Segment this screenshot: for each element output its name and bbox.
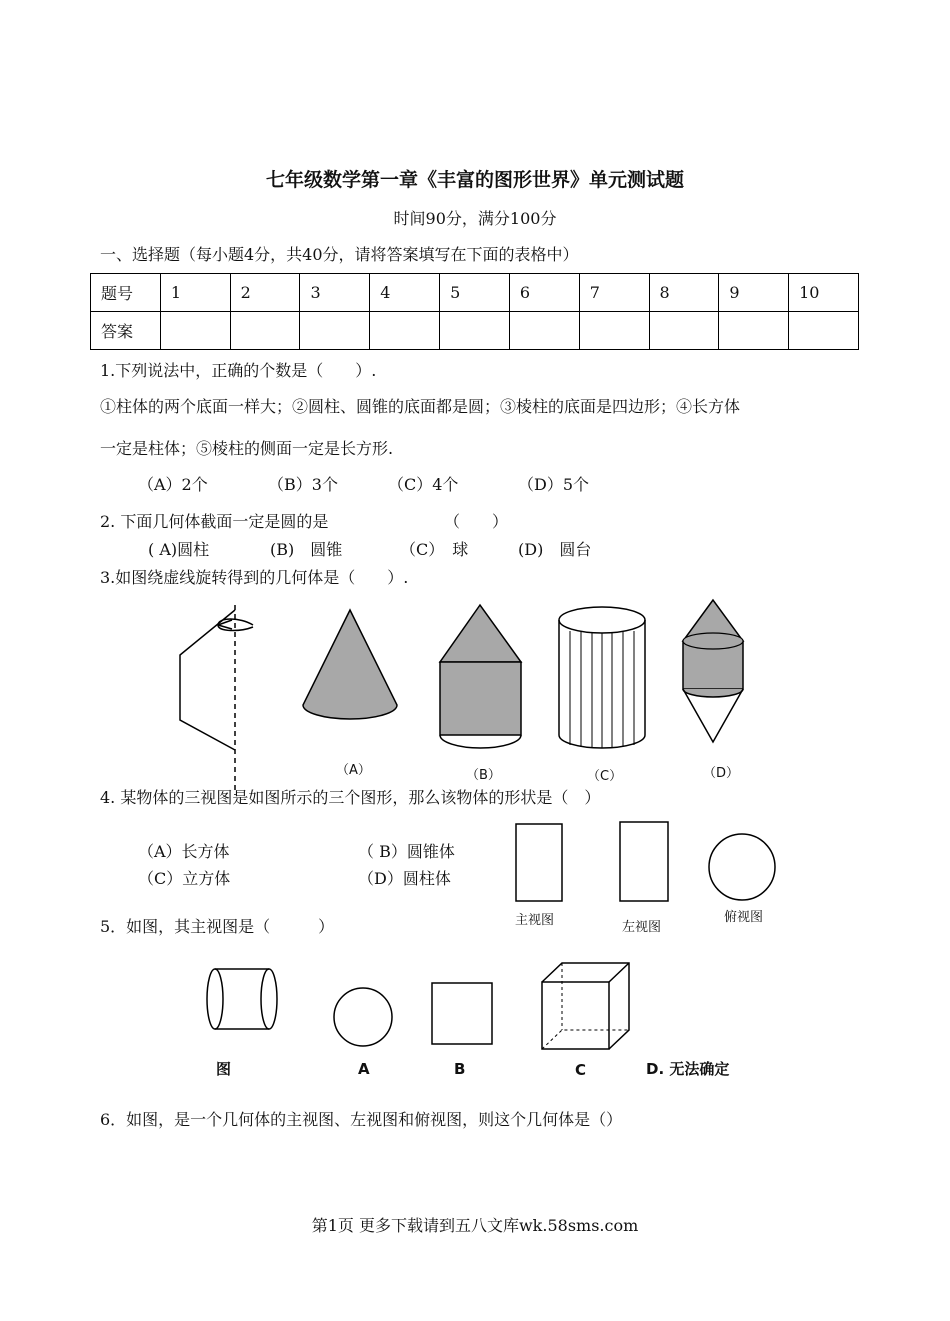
q4-option-d: （D）圆柱体 xyxy=(358,869,451,888)
answer-cell[interactable] xyxy=(440,312,510,350)
q3-figure xyxy=(160,595,770,795)
answer-cell[interactable] xyxy=(579,312,649,350)
q4-option-c: （C）立方体 xyxy=(138,869,231,888)
q5-option-c-cube xyxy=(542,963,629,1049)
view-label-front: 主视图 xyxy=(515,913,555,928)
q5-label-figure: 图 xyxy=(216,1060,232,1078)
answer-cell[interactable] xyxy=(509,312,579,350)
table-cell: 6 xyxy=(509,274,579,312)
q2-option-d: (D) 圆台 xyxy=(518,540,592,559)
page-subtitle: 时间90分，满分100分 xyxy=(393,209,557,228)
q1-option-d: （D）5个 xyxy=(518,475,590,494)
q3-label-c: （C） xyxy=(587,769,623,784)
q5-horizontal-cylinder xyxy=(207,969,277,1029)
answer-cell[interactable] xyxy=(649,312,719,350)
page-footer: 第1页 更多下载请到五八文库wk.58sms.com xyxy=(311,1216,639,1235)
side-view-rect xyxy=(620,822,668,901)
q3-label-d: （D） xyxy=(703,766,740,781)
front-view-rect xyxy=(516,824,562,901)
q4-option-b: （ B）圆锥体 xyxy=(358,842,455,861)
q4-option-a: （A）长方体 xyxy=(138,842,230,861)
q2-option-a: ( A)圆柱 xyxy=(148,540,210,559)
q5-label-a: A xyxy=(358,1060,370,1078)
answer-cell[interactable] xyxy=(719,312,789,350)
option-b-cylinder-cone xyxy=(440,605,521,748)
table-cell: 3 xyxy=(300,274,370,312)
top-view-circle xyxy=(709,834,775,900)
q2-stem: 2. 下面几何体截面一定是圆的是 xyxy=(100,512,329,531)
answer-cell[interactable] xyxy=(370,312,440,350)
q5-figure xyxy=(195,955,645,1055)
view-label-top: 俯视图 xyxy=(724,910,764,925)
q2-option-b: (B) 圆锥 xyxy=(270,540,343,559)
q4-stem: 4. 某物体的三视图是如图所示的三个图形，那么该物体的形状是（ ） xyxy=(100,788,601,807)
table-row xyxy=(91,312,859,350)
rotation-source-shape xyxy=(180,605,253,795)
section-heading: 一、选择题（每小题4分，共40分，请将答案填写在下面的表格中） xyxy=(100,245,579,264)
answer-cell[interactable] xyxy=(789,312,859,350)
q1-stem: 1.下列说法中，正确的个数是（ ）. xyxy=(100,361,377,380)
q1-option-b: （B）3个 xyxy=(268,475,338,494)
q5-label-d: D. 无法确定 xyxy=(646,1060,730,1078)
q3-stem: 3.如图绕虚线旋转得到的几何体是（ ）. xyxy=(100,568,409,587)
table-cell: 9 xyxy=(719,274,789,312)
q1-statement-line2: 一定是柱体；⑤棱柱的侧面一定是长方形. xyxy=(100,439,394,458)
table-row xyxy=(91,274,859,312)
q5-option-b-square xyxy=(432,983,492,1044)
answer-cell[interactable] xyxy=(160,312,230,350)
q3-label-b: （B） xyxy=(466,768,501,783)
page-title: 七年级数学第一章《丰富的图形世界》单元测试题 xyxy=(265,169,684,191)
q5-label-c: C xyxy=(575,1061,587,1079)
q1-option-c: （C）4个 xyxy=(388,475,459,494)
answer-table xyxy=(90,273,859,350)
q1-option-a: （A）2个 xyxy=(138,475,208,494)
table-header-cell: 题号 xyxy=(91,274,161,312)
table-cell: 4 xyxy=(370,274,440,312)
q5-label-b: B xyxy=(454,1060,466,1078)
table-cell: 1 xyxy=(160,274,230,312)
q5-stem: 5．如图，其主视图是（ ） xyxy=(100,917,335,936)
option-a-cone xyxy=(303,610,397,719)
table-cell: 2 xyxy=(230,274,300,312)
table-cell: 7 xyxy=(579,274,649,312)
q5-option-a-circle xyxy=(334,988,392,1046)
answer-cell[interactable] xyxy=(230,312,300,350)
table-cell: 5 xyxy=(440,274,510,312)
option-c-cylinder xyxy=(559,607,645,748)
table-cell: 8 xyxy=(649,274,719,312)
q6-stem: 6．如图，是一个几何体的主视图、左视图和俯视图，则这个几何体是（） xyxy=(100,1110,623,1129)
q1-statement-line1: ①柱体的两个底面一样大；②圆柱、圆锥的底面都是圆；③棱柱的底面是四边形；④长方体 xyxy=(100,397,741,416)
answer-cell[interactable] xyxy=(300,312,370,350)
option-d-compound-solid xyxy=(683,600,743,742)
q3-label-a: （A） xyxy=(336,763,371,778)
table-cell: 10 xyxy=(789,274,859,312)
view-label-side: 左视图 xyxy=(622,920,662,935)
q4-three-views xyxy=(500,815,790,910)
q2-answer-paren: （ ） xyxy=(444,512,509,531)
table-header-cell: 答案 xyxy=(91,312,161,350)
q2-option-c: （C） 球 xyxy=(400,540,469,559)
